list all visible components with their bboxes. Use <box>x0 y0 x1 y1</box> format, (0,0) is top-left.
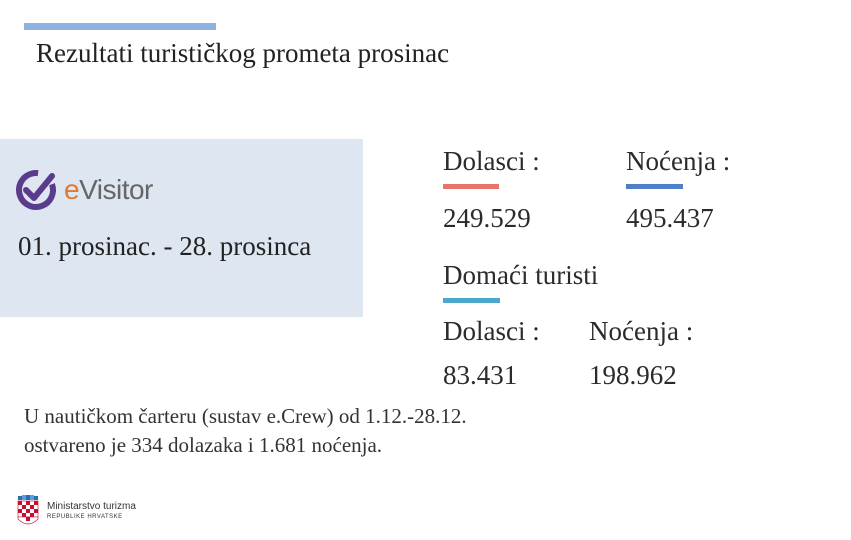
evisitor-logo <box>14 167 164 213</box>
evisitor-wordmark: eVisitor <box>64 174 153 205</box>
domestic-nights-value: 198.962 <box>589 360 677 390</box>
charter-note-line-2: ostvareno je 334 dolazaka i 1.681 noćenja. <box>24 433 383 457</box>
charter-note <box>24 402 584 460</box>
domestic-arrivals-value: 83.431 <box>443 360 518 390</box>
total-nights-label: Noćenja : <box>626 146 731 176</box>
arrivals-underline <box>443 184 499 189</box>
domestic-nights-label: Noćenja : <box>589 316 694 346</box>
total-arrivals-value: 249.529 <box>443 203 531 233</box>
total-arrivals-label: Dolasci : <box>443 146 540 176</box>
evisitor-check-icon <box>14 168 58 212</box>
charter-note-line-1: U nautičkom čarteru (sustav e.Crew) od 1.12.-28.12. <box>24 404 467 428</box>
slide-title: Rezultati turističkog prometa prosinac <box>36 38 450 68</box>
evisitor-panel <box>0 139 363 317</box>
title-accent-bar <box>24 23 216 30</box>
domestic-underline <box>443 298 500 303</box>
croatian-coat-of-arms-icon <box>16 495 40 529</box>
ministry-logo <box>16 495 136 529</box>
ministry-name: Ministarstvo turizma REPUBLIKE HRVATSKE <box>47 501 136 520</box>
domestic-arrivals-label: Dolasci : <box>443 316 540 346</box>
period-range: 01. prosinac. - 28. prosinca <box>18 231 312 261</box>
nights-underline <box>626 184 683 189</box>
domestic-heading: Domaći turisti <box>443 260 599 290</box>
total-nights-value: 495.437 <box>626 203 714 233</box>
